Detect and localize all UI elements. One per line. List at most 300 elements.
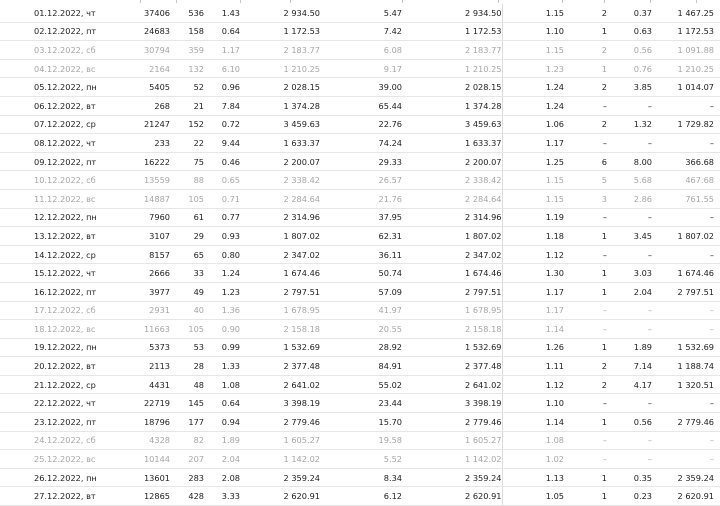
ctr-cell: 2.04: [204, 450, 240, 469]
cpa-cell: –: [652, 450, 714, 469]
spend-cell: 2 934.50: [402, 4, 502, 22]
views-cell: 233: [112, 134, 170, 153]
cpa-cell: 1 172.53: [652, 22, 714, 41]
row-spacer: [714, 4, 720, 22]
row-spacer: [714, 171, 720, 190]
views-cell: 7960: [112, 208, 170, 227]
conversions-cell: 1: [564, 338, 607, 357]
spend-cell: 2 158.18: [402, 320, 502, 339]
cr-cell: 3.85: [607, 78, 652, 97]
row-spacer: [714, 431, 720, 450]
row-spacer: [714, 320, 720, 339]
conversions-cell: –: [564, 320, 607, 339]
depth-cell: 1.23: [502, 59, 564, 78]
ctr-cell: 0.94: [204, 413, 240, 432]
table-row[interactable]: [0, 208, 720, 227]
table-row[interactable]: [0, 245, 720, 264]
depth-cell: 1.02: [502, 450, 564, 469]
clicks-cell: 105: [170, 189, 204, 208]
conversions-cell: –: [564, 394, 607, 413]
spend-cell: 1 172.53: [402, 22, 502, 41]
row-spacer: [714, 450, 720, 469]
views-cell: 21247: [112, 115, 170, 134]
date-cell: 21.12.2022, ср: [0, 375, 112, 394]
cost-cell: 2 779.46: [240, 413, 320, 432]
date-cell: 17.12.2022, сб: [0, 301, 112, 320]
depth-cell: 1.12: [502, 245, 564, 264]
views-cell: 10144: [112, 450, 170, 469]
views-cell: 11663: [112, 320, 170, 339]
row-spacer: [714, 41, 720, 60]
cpc-cell: 55.02: [320, 375, 402, 394]
views-cell: 5405: [112, 78, 170, 97]
cost-cell: 2 183.77: [240, 41, 320, 60]
row-spacer: [714, 357, 720, 376]
date-cell: 22.12.2022, чт: [0, 394, 112, 413]
cost-cell: 1 532.69: [240, 338, 320, 357]
row-spacer: [714, 375, 720, 394]
views-cell: 3107: [112, 227, 170, 246]
cr-cell: –: [607, 96, 652, 115]
cpc-cell: 57.09: [320, 282, 402, 301]
row-spacer: [714, 189, 720, 208]
date-cell: 14.12.2022, ср: [0, 245, 112, 264]
ctr-cell: 0.65: [204, 171, 240, 190]
cr-cell: 3.45: [607, 227, 652, 246]
date-cell: 07.12.2022, ср: [0, 115, 112, 134]
ctr-cell: 1.08: [204, 375, 240, 394]
conversions-cell: –: [564, 301, 607, 320]
cost-cell: 2 284.64: [240, 189, 320, 208]
ctr-cell: 0.71: [204, 189, 240, 208]
clicks-cell: 145: [170, 394, 204, 413]
cpc-cell: 62.31: [320, 227, 402, 246]
cr-cell: –: [607, 394, 652, 413]
spend-cell: 2 359.24: [402, 468, 502, 487]
date-cell: 18.12.2022, вс: [0, 320, 112, 339]
cpc-cell: 65.44: [320, 96, 402, 115]
ctr-cell: 1.36: [204, 301, 240, 320]
spend-cell: 1 674.46: [402, 264, 502, 283]
table-body: [0, 4, 720, 506]
table-row[interactable]: [0, 115, 720, 134]
conversions-cell: 1: [564, 227, 607, 246]
clicks-cell: 132: [170, 59, 204, 78]
conversions-cell: 3: [564, 189, 607, 208]
table-row[interactable]: [0, 59, 720, 78]
cost-cell: 2 028.15: [240, 78, 320, 97]
cr-cell: 2.04: [607, 282, 652, 301]
cr-cell: 0.56: [607, 413, 652, 432]
spend-cell: 2 620.91: [402, 487, 502, 506]
cr-cell: 0.56: [607, 41, 652, 60]
cpa-cell: 1 467.25: [652, 4, 714, 22]
conversions-cell: 1: [564, 22, 607, 41]
clicks-cell: 283: [170, 468, 204, 487]
views-cell: 3977: [112, 282, 170, 301]
cr-cell: 5.68: [607, 171, 652, 190]
cpa-cell: 1 674.46: [652, 264, 714, 283]
date-cell: 04.12.2022, вс: [0, 59, 112, 78]
views-cell: 4328: [112, 431, 170, 450]
cpc-cell: 21.76: [320, 189, 402, 208]
spend-cell: 2 200.07: [402, 152, 502, 171]
spend-cell: 3 459.63: [402, 115, 502, 134]
cpc-cell: 22.76: [320, 115, 402, 134]
depth-cell: 1.15: [502, 4, 564, 22]
table-row[interactable]: [0, 413, 720, 432]
spend-cell: 1 142.02: [402, 450, 502, 469]
clicks-cell: 28: [170, 357, 204, 376]
ctr-cell: 0.46: [204, 152, 240, 171]
clicks-cell: 65: [170, 245, 204, 264]
clicks-cell: 21: [170, 96, 204, 115]
clicks-cell: 33: [170, 264, 204, 283]
ctr-cell: 0.96: [204, 78, 240, 97]
depth-cell: 1.10: [502, 394, 564, 413]
cpa-cell: –: [652, 134, 714, 153]
depth-cell: 1.13: [502, 468, 564, 487]
cost-cell: 2 641.02: [240, 375, 320, 394]
views-cell: 13601: [112, 468, 170, 487]
row-spacer: [714, 301, 720, 320]
table-row[interactable]: [0, 78, 720, 97]
ctr-cell: 0.64: [204, 394, 240, 413]
cpc-cell: 84.91: [320, 357, 402, 376]
cr-cell: 0.63: [607, 22, 652, 41]
table-row[interactable]: [0, 431, 720, 450]
clicks-cell: 75: [170, 152, 204, 171]
table-row[interactable]: [0, 357, 720, 376]
depth-cell: 1.25: [502, 152, 564, 171]
header-edge: [0, 0, 720, 3]
row-spacer: [714, 134, 720, 153]
ctr-cell: 0.80: [204, 245, 240, 264]
cpc-cell: 23.44: [320, 394, 402, 413]
depth-cell: 1.11: [502, 357, 564, 376]
spend-cell: 1 633.37: [402, 134, 502, 153]
clicks-cell: 52: [170, 78, 204, 97]
cr-cell: –: [607, 245, 652, 264]
date-cell: 16.12.2022, пт: [0, 282, 112, 301]
depth-cell: 1.17: [502, 301, 564, 320]
date-cell: 19.12.2022, пн: [0, 338, 112, 357]
cpc-cell: 29.33: [320, 152, 402, 171]
cr-cell: –: [607, 431, 652, 450]
ctr-cell: 6.10: [204, 59, 240, 78]
cost-cell: 1 374.28: [240, 96, 320, 115]
date-cell: 13.12.2022, вт: [0, 227, 112, 246]
date-cell: 11.12.2022, вс: [0, 189, 112, 208]
clicks-cell: 105: [170, 320, 204, 339]
table-row[interactable]: [0, 282, 720, 301]
clicks-cell: 53: [170, 338, 204, 357]
ctr-cell: 9.44: [204, 134, 240, 153]
views-cell: 2666: [112, 264, 170, 283]
cpc-cell: 9.17: [320, 59, 402, 78]
spend-cell: 1 210.25: [402, 59, 502, 78]
cr-cell: –: [607, 320, 652, 339]
ctr-cell: 7.84: [204, 96, 240, 115]
cpa-cell: –: [652, 431, 714, 450]
date-cell: 01.12.2022, чт: [0, 4, 112, 22]
cr-cell: 8.00: [607, 152, 652, 171]
conversions-cell: 1: [564, 282, 607, 301]
cost-cell: 2 620.91: [240, 487, 320, 506]
table-row[interactable]: [0, 22, 720, 41]
stats-table: [0, 4, 720, 506]
cpa-cell: 1 014.07: [652, 78, 714, 97]
ctr-cell: 1.24: [204, 264, 240, 283]
cost-cell: 2 934.50: [240, 4, 320, 22]
date-cell: 23.12.2022, пт: [0, 413, 112, 432]
table-row[interactable]: [0, 134, 720, 153]
conversions-cell: 1: [564, 468, 607, 487]
depth-cell: 1.12: [502, 375, 564, 394]
cr-cell: –: [607, 208, 652, 227]
table-row[interactable]: [0, 4, 720, 22]
clicks-cell: 177: [170, 413, 204, 432]
table-row[interactable]: [0, 41, 720, 60]
cpa-cell: –: [652, 320, 714, 339]
row-spacer: [714, 152, 720, 171]
row-spacer: [714, 245, 720, 264]
depth-cell: 1.10: [502, 22, 564, 41]
ctr-cell: 0.72: [204, 115, 240, 134]
table-row[interactable]: [0, 338, 720, 357]
depth-cell: 1.15: [502, 41, 564, 60]
views-cell: 268: [112, 96, 170, 115]
clicks-cell: 40: [170, 301, 204, 320]
date-cell: 20.12.2022, вт: [0, 357, 112, 376]
conversions-cell: 2: [564, 357, 607, 376]
conversions-cell: –: [564, 134, 607, 153]
cost-cell: 1 605.27: [240, 431, 320, 450]
table-row[interactable]: [0, 487, 720, 506]
date-cell: 25.12.2022, вс: [0, 450, 112, 469]
clicks-cell: 82: [170, 431, 204, 450]
cr-cell: 3.03: [607, 264, 652, 283]
cpa-cell: 2 797.51: [652, 282, 714, 301]
cpc-cell: 20.55: [320, 320, 402, 339]
cost-cell: 2 338.42: [240, 171, 320, 190]
table-row[interactable]: [0, 450, 720, 469]
cost-cell: 2 314.96: [240, 208, 320, 227]
table-row[interactable]: [0, 152, 720, 171]
cpa-cell: 1 729.82: [652, 115, 714, 134]
cpc-cell: 5.47: [320, 4, 402, 22]
depth-cell: 1.17: [502, 134, 564, 153]
views-cell: 37406: [112, 4, 170, 22]
cpa-cell: –: [652, 394, 714, 413]
views-cell: 2931: [112, 301, 170, 320]
table-row[interactable]: [0, 227, 720, 246]
ctr-cell: 1.43: [204, 4, 240, 22]
spend-cell: 2 377.48: [402, 357, 502, 376]
cost-cell: 2 347.02: [240, 245, 320, 264]
cpc-cell: 6.12: [320, 487, 402, 506]
views-cell: 18796: [112, 413, 170, 432]
cpa-cell: 1 188.74: [652, 357, 714, 376]
cpa-cell: 1 532.69: [652, 338, 714, 357]
row-spacer: [714, 227, 720, 246]
conversions-cell: –: [564, 431, 607, 450]
row-spacer: [714, 22, 720, 41]
row-spacer: [714, 487, 720, 506]
conversions-cell: 2: [564, 375, 607, 394]
conversions-cell: 2: [564, 4, 607, 22]
clicks-cell: 158: [170, 22, 204, 41]
cpc-cell: 26.57: [320, 171, 402, 190]
table-row[interactable]: [0, 394, 720, 413]
cr-cell: 1.32: [607, 115, 652, 134]
ctr-cell: 1.23: [204, 282, 240, 301]
table-row[interactable]: [0, 375, 720, 394]
cpc-cell: 39.00: [320, 78, 402, 97]
cpc-cell: 15.70: [320, 413, 402, 432]
row-spacer: [714, 468, 720, 487]
depth-cell: 1.14: [502, 413, 564, 432]
views-cell: 2113: [112, 357, 170, 376]
table-row[interactable]: [0, 189, 720, 208]
cr-cell: 0.37: [607, 4, 652, 22]
date-cell: 03.12.2022, сб: [0, 41, 112, 60]
spend-cell: 2 314.96: [402, 208, 502, 227]
table-row[interactable]: [0, 320, 720, 339]
date-cell: 09.12.2022, пт: [0, 152, 112, 171]
cpa-cell: 761.55: [652, 189, 714, 208]
row-spacer: [714, 282, 720, 301]
table-row[interactable]: [0, 301, 720, 320]
spend-cell: 2 284.64: [402, 189, 502, 208]
cpc-cell: 5.52: [320, 450, 402, 469]
cost-cell: 3 398.19: [240, 394, 320, 413]
depth-cell: 1.19: [502, 208, 564, 227]
conversions-cell: 5: [564, 171, 607, 190]
cpa-cell: –: [652, 96, 714, 115]
cpa-cell: 1 091.88: [652, 41, 714, 60]
depth-cell: 1.30: [502, 264, 564, 283]
date-cell: 26.12.2022, пн: [0, 468, 112, 487]
cost-cell: 1 210.25: [240, 59, 320, 78]
views-cell: 13559: [112, 171, 170, 190]
ctr-cell: 1.17: [204, 41, 240, 60]
spend-cell: 2 338.42: [402, 171, 502, 190]
views-cell: 30794: [112, 41, 170, 60]
cr-cell: –: [607, 450, 652, 469]
depth-cell: 1.14: [502, 320, 564, 339]
cr-cell: –: [607, 134, 652, 153]
cpa-cell: –: [652, 301, 714, 320]
cpc-cell: 37.95: [320, 208, 402, 227]
views-cell: 12865: [112, 487, 170, 506]
date-cell: 27.12.2022, вт: [0, 487, 112, 506]
spend-cell: 2 028.15: [402, 78, 502, 97]
date-cell: 02.12.2022, пт: [0, 22, 112, 41]
spend-cell: 2 347.02: [402, 245, 502, 264]
table-row[interactable]: [0, 468, 720, 487]
table-row[interactable]: [0, 96, 720, 115]
cpa-cell: 1 210.25: [652, 59, 714, 78]
ctr-cell: 1.89: [204, 431, 240, 450]
cpc-cell: 74.24: [320, 134, 402, 153]
cr-cell: –: [607, 301, 652, 320]
conversions-cell: 6: [564, 152, 607, 171]
views-cell: 16222: [112, 152, 170, 171]
row-spacer: [714, 78, 720, 97]
depth-cell: 1.08: [502, 431, 564, 450]
conversions-cell: 1: [564, 413, 607, 432]
cost-cell: 2 158.18: [240, 320, 320, 339]
cr-cell: 0.23: [607, 487, 652, 506]
cr-cell: 7.14: [607, 357, 652, 376]
cr-cell: 2.86: [607, 189, 652, 208]
depth-cell: 1.06: [502, 115, 564, 134]
views-cell: 22719: [112, 394, 170, 413]
conversions-cell: –: [564, 96, 607, 115]
cost-cell: 3 459.63: [240, 115, 320, 134]
cost-cell: 2 200.07: [240, 152, 320, 171]
depth-cell: 1.24: [502, 96, 564, 115]
cpc-cell: 19.58: [320, 431, 402, 450]
cpa-cell: 2 359.24: [652, 468, 714, 487]
views-cell: 5373: [112, 338, 170, 357]
conversions-cell: 2: [564, 41, 607, 60]
cpa-cell: 1 320.51: [652, 375, 714, 394]
row-spacer: [714, 264, 720, 283]
spend-cell: 1 374.28: [402, 96, 502, 115]
ctr-cell: 0.77: [204, 208, 240, 227]
row-spacer: [714, 413, 720, 432]
clicks-cell: 22: [170, 134, 204, 153]
depth-cell: 1.15: [502, 171, 564, 190]
spend-cell: 3 398.19: [402, 394, 502, 413]
ctr-cell: 2.08: [204, 468, 240, 487]
cr-cell: 4.17: [607, 375, 652, 394]
spend-cell: 2 183.77: [402, 41, 502, 60]
cr-cell: 0.35: [607, 468, 652, 487]
spend-cell: 2 797.51: [402, 282, 502, 301]
cost-cell: 1 172.53: [240, 22, 320, 41]
row-spacer: [714, 208, 720, 227]
row-spacer: [714, 115, 720, 134]
conversions-cell: 2: [564, 115, 607, 134]
date-cell: 08.12.2022, чт: [0, 134, 112, 153]
views-cell: 2164: [112, 59, 170, 78]
clicks-cell: 152: [170, 115, 204, 134]
cost-cell: 1 633.37: [240, 134, 320, 153]
conversions-cell: 1: [564, 487, 607, 506]
cpc-cell: 36.11: [320, 245, 402, 264]
cost-cell: 1 807.02: [240, 227, 320, 246]
cost-cell: 2 377.48: [240, 357, 320, 376]
row-spacer: [714, 338, 720, 357]
table-row[interactable]: [0, 171, 720, 190]
cpa-cell: –: [652, 208, 714, 227]
spend-cell: 1 678.95: [402, 301, 502, 320]
spend-cell: 1 605.27: [402, 431, 502, 450]
views-cell: 8157: [112, 245, 170, 264]
views-cell: 14887: [112, 189, 170, 208]
cpc-cell: 8.34: [320, 468, 402, 487]
date-cell: 05.12.2022, пн: [0, 78, 112, 97]
conversions-cell: –: [564, 450, 607, 469]
spend-cell: 1 532.69: [402, 338, 502, 357]
table-row[interactable]: [0, 264, 720, 283]
date-cell: 06.12.2022, вт: [0, 96, 112, 115]
ctr-cell: 0.64: [204, 22, 240, 41]
depth-cell: 1.15: [502, 189, 564, 208]
